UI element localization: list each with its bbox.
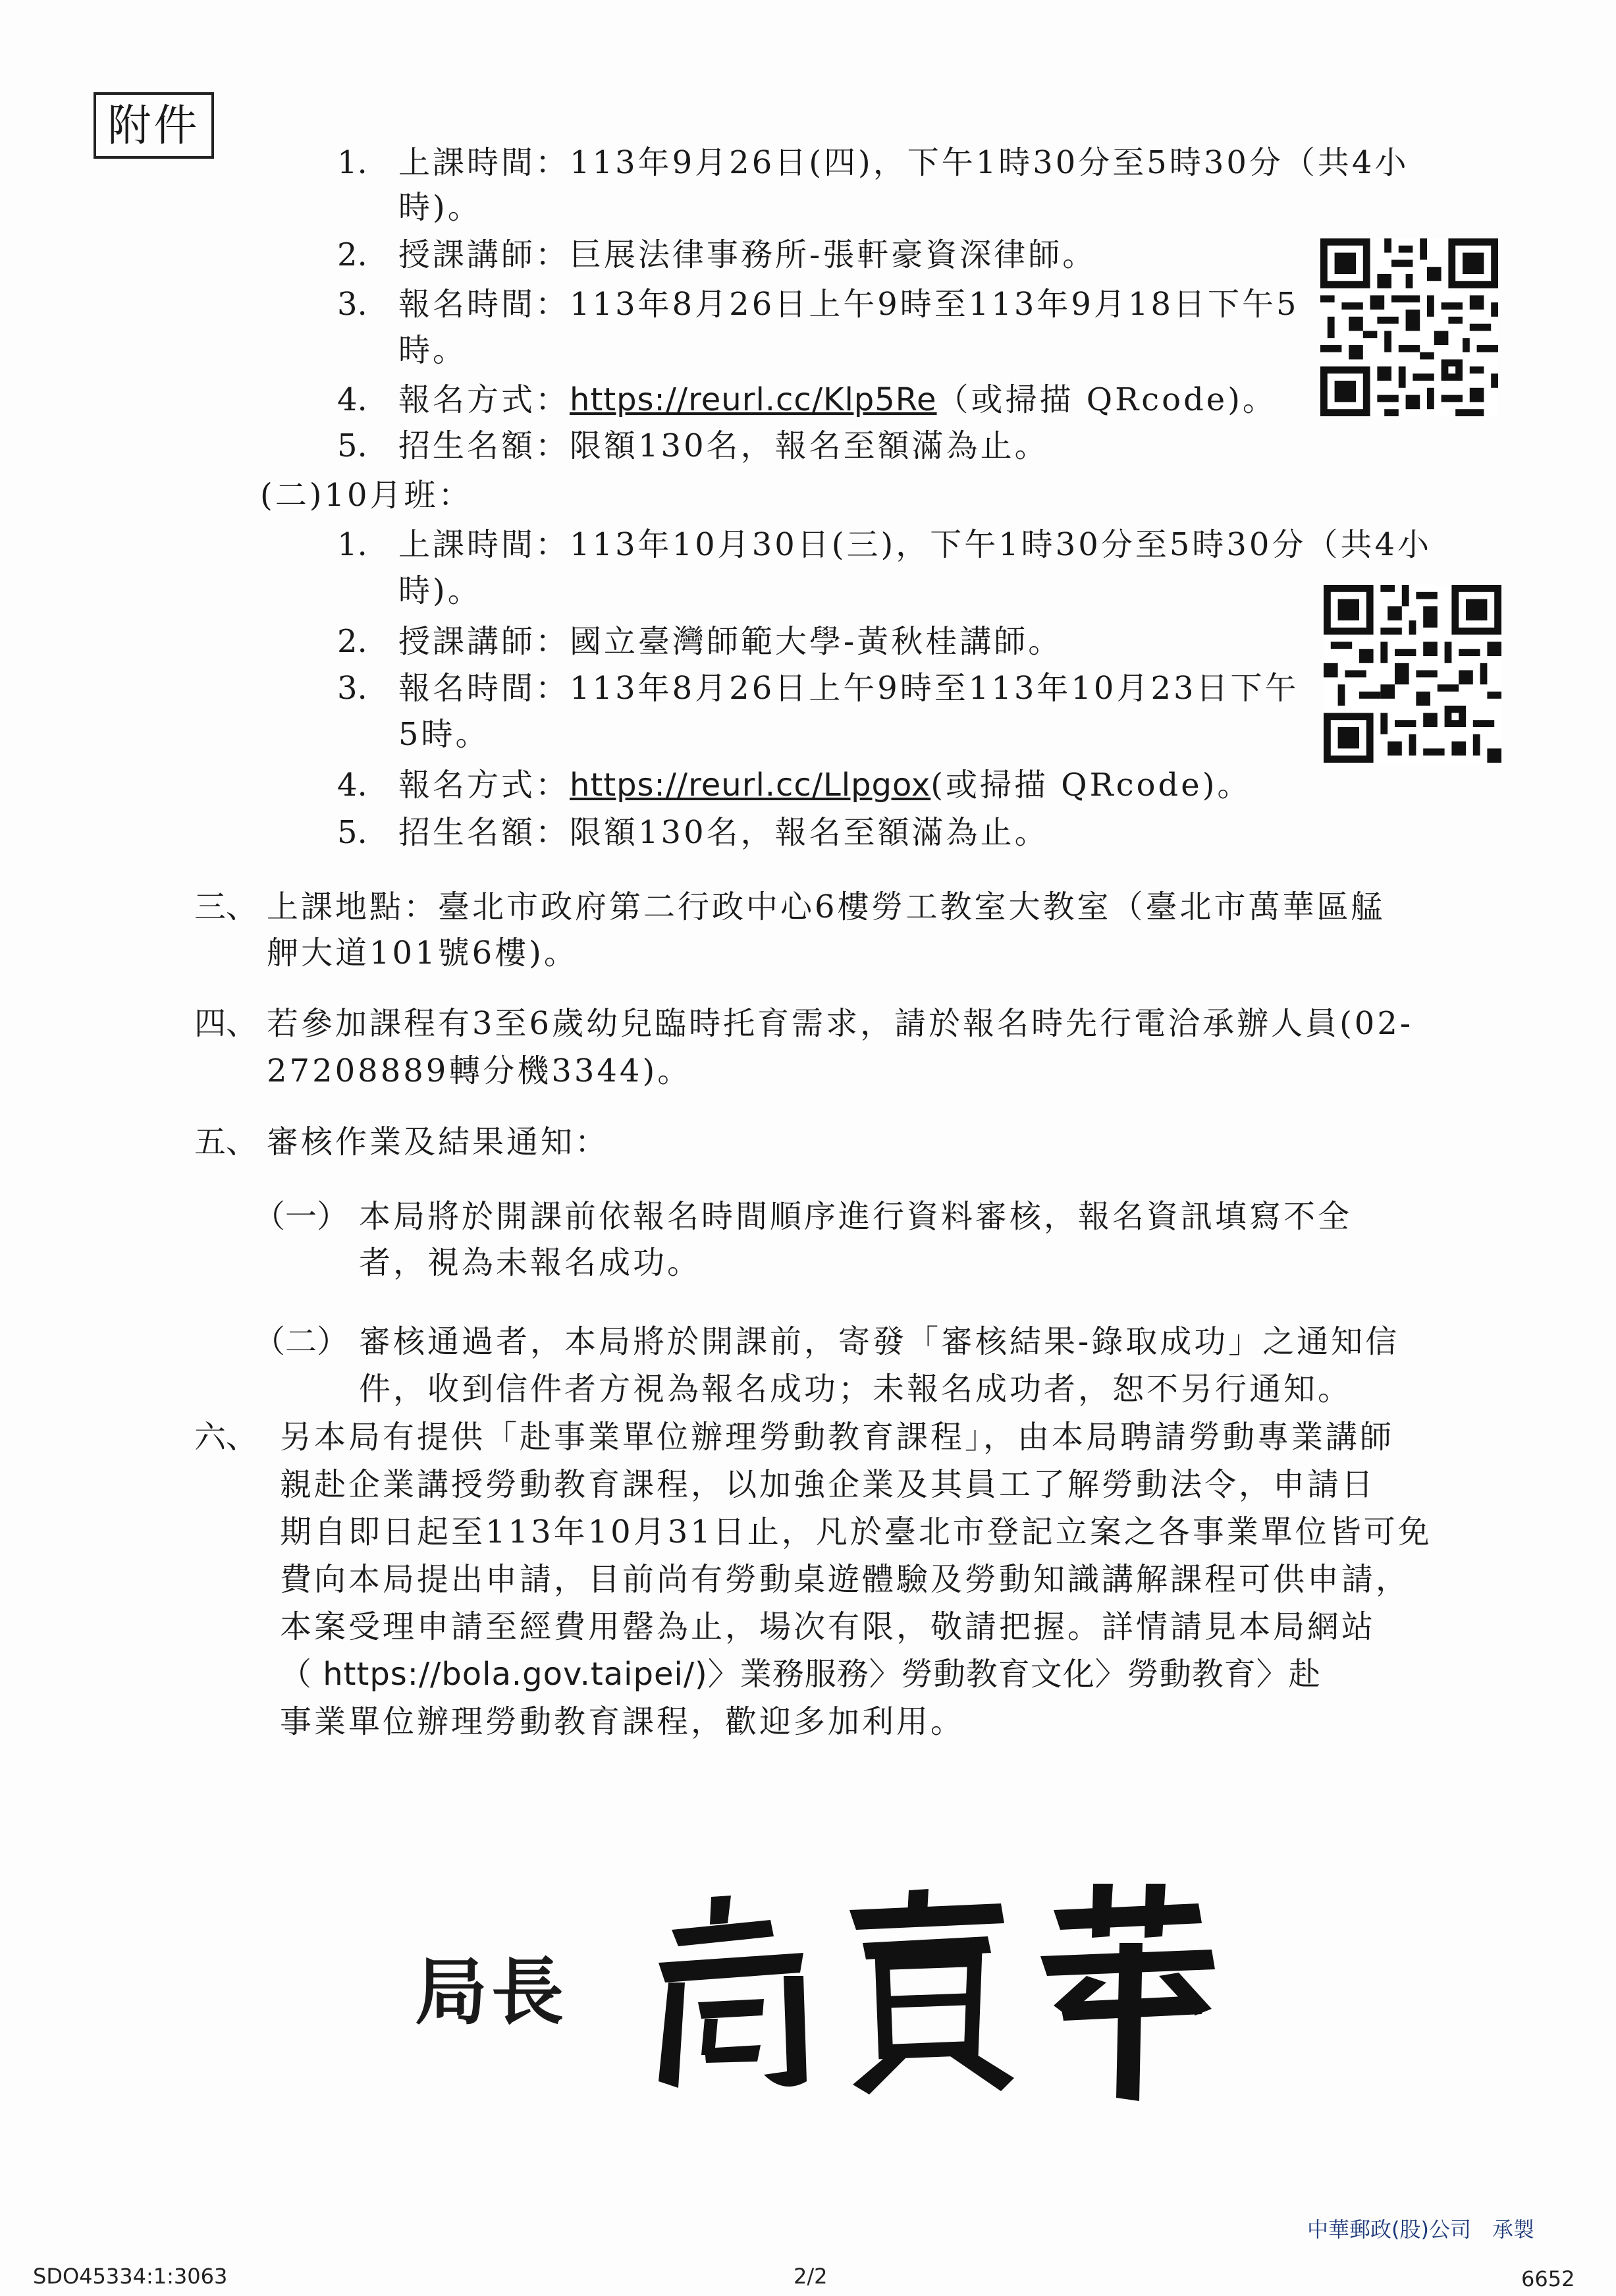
label-text: 報名方式：: [398, 381, 570, 418]
list-item: [398, 764, 1251, 806]
list-number: 2.: [337, 236, 367, 273]
list-number: 3.: [337, 670, 367, 707]
section-title: 審核作業及結果通知：: [267, 1124, 610, 1161]
sub-text: 本局將於開課前依報名時間順序進行資料審核，報名資訊填寫不全: [359, 1198, 1353, 1235]
section-text-cont: 費向本局提出申請，目前尚有勞動桌遊體驗及勞動知識講解課程可供申請，: [280, 1561, 1411, 1598]
list-number: 1.: [337, 144, 367, 181]
printer-credit: 中華郵政(股)公司 承製: [1307, 2217, 1534, 2242]
section-number: 四、: [194, 1005, 258, 1042]
sub-text-cont: 者，視為未報名成功。: [359, 1244, 702, 1281]
document-code: SDO45334:1:3063: [33, 2264, 228, 2289]
list-item: 上課時間：113年10月30日(三)，下午1時30分至5時30分（共4小: [398, 526, 1432, 563]
section-text-cont: 舺大道101號6樓)。: [267, 935, 578, 971]
serial-number: 6652: [1521, 2266, 1575, 2291]
list-item: 授課講師：巨展法律事務所-張軒豪資深律師。: [398, 236, 1097, 273]
list-item: 上課時間：113年9月26日(四)，下午1時30分至5時30分（共4小: [398, 144, 1409, 181]
qr-code-icon[interactable]: [1320, 238, 1498, 416]
list-number: 4.: [337, 381, 367, 418]
section-text-cont: 期自即日起至113年10月31日止，凡於臺北市登記立案之各事業單位皆可免: [280, 1514, 1432, 1550]
oct-class-heading: (二)10月班：: [260, 477, 473, 514]
sub-text: 審核通過者，本局將於開課前，寄發「審核結果-錄取成功」之通知信: [359, 1323, 1400, 1360]
list-item-cont: 時。: [398, 332, 468, 369]
director-signature-icon: [632, 1884, 1225, 2101]
section-number: 六、: [194, 1419, 258, 1456]
signup-link[interactable]: https://reurl.cc/Llpgox: [570, 767, 931, 804]
signup-link[interactable]: https://reurl.cc/Klp5Re: [570, 381, 937, 418]
section-text-cont: 本案受理申請至經費用罄為止，場次有限，敬請把握。詳情請見本局網站: [280, 1608, 1376, 1645]
section-number: 五、: [194, 1124, 258, 1161]
section-text: 若參加課程有3至6歲幼兒臨時托育需求，請於報名時先行電洽承辦人員(02-: [267, 1005, 1414, 1042]
suffix-text: （或掃描 QRcode)。: [936, 381, 1277, 418]
list-item-cont: 時)。: [398, 572, 482, 609]
list-number: 1.: [337, 526, 367, 563]
list-item: 招生名額：限額130名，報名至額滿為止。: [398, 427, 1049, 464]
section-number: 三、: [194, 888, 258, 925]
list-item: 授課講師：國立臺灣師範大學-黃秋桂講師。: [398, 623, 1063, 660]
list-item-cont: 5時。: [398, 716, 490, 753]
list-item: 招生名額：限額130名，報名至額滿為止。: [398, 814, 1049, 851]
signatory-title: 局長: [415, 1950, 568, 2035]
section-text-cont: 27208889轉分機3344)。: [267, 1052, 692, 1089]
qr-code-icon[interactable]: [1324, 585, 1501, 763]
list-item: 報名時間：113年8月26日上午9時至113年9月18日下午5: [398, 286, 1299, 323]
section-text: 上課地點：臺北市政府第二行政中心6樓勞工教室大教室（臺北市萬華區艋: [267, 888, 1386, 925]
list-item: [398, 379, 1277, 421]
list-number: 2.: [337, 623, 367, 660]
list-number: 5.: [337, 814, 367, 851]
attachment-label: 附件: [94, 92, 214, 159]
list-number: 4.: [337, 767, 367, 804]
list-number: 5.: [337, 427, 367, 464]
section-text-cont: 親赴企業講授勞動教育課程，以加強企業及其員工了解勞動法令，申請日: [280, 1466, 1376, 1503]
list-item: 報名時間：113年8月26日上午9時至113年10月23日下午: [398, 670, 1299, 707]
list-number: 3.: [337, 286, 367, 323]
sub-number: （一）: [254, 1198, 349, 1235]
suffix-text: (或掃描 QRcode)。: [930, 767, 1252, 804]
label-text: 報名方式：: [398, 767, 570, 804]
section-text-cont: 事業單位辦理勞動教育課程，歡迎多加利用。: [280, 1703, 965, 1740]
section-text: 另本局有提供「赴事業單位辦理勞動教育課程」，由本局聘請勞動專業講師: [280, 1419, 1395, 1456]
page-number: 2/2: [794, 2264, 828, 2289]
sub-text-cont: 件，收到信件者方視為報名成功；未報名成功者，恕不另行通知。: [359, 1371, 1353, 1408]
list-item-cont: 時)。: [398, 189, 482, 226]
sub-number: （二）: [254, 1323, 349, 1360]
section-text-cont: （ https://bola.gov.taipei/)〉業務服務〉勞動教育文化〉勞動教育〉赴: [280, 1656, 1321, 1693]
